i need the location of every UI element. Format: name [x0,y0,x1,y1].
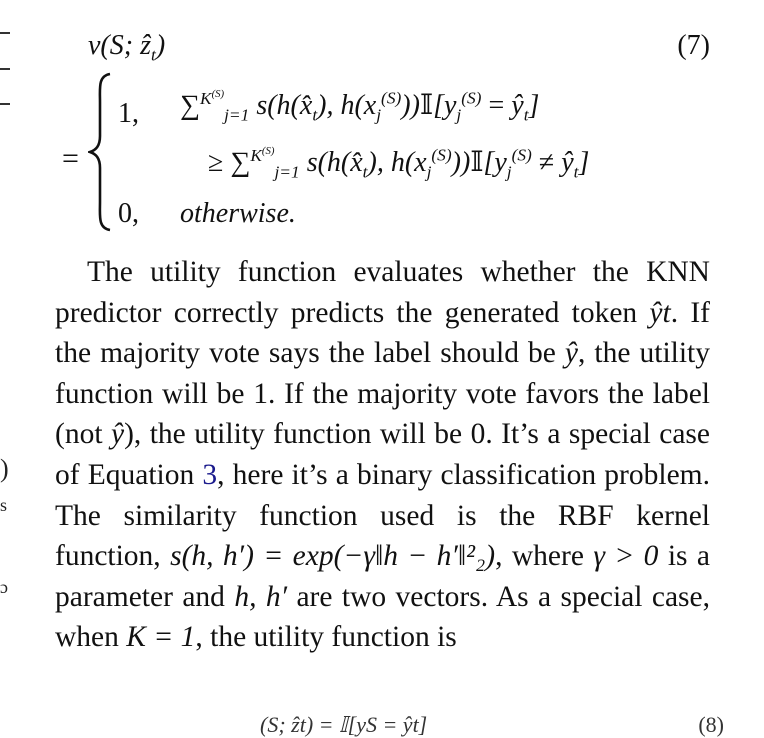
inline-math: ŷ [564,337,578,370]
inline-math: γ > 0 [593,540,659,573]
case2-condition: otherwise. [180,198,296,229]
case1-condition-line1: ∑$^{K^{(S)}}_{j=1}$ $s(h(x̂_t)$, $h(x_j^{(S)}))𝕀[y_j^{(S)}$ = $ŷ_t$] [180,87,540,125]
paragraph-text: The utility function evaluates whether the KNN predictor correctly predicts the generated token [55,256,710,329]
case1-value: 1, [118,98,139,129]
body-paragraph [55,252,710,658]
margin-artifact: s [0,495,8,515]
paragraph-text: ), the utility function will be 0. It’s a special case of Equation [55,418,710,491]
paragraph-text: , the utility function will be 1. If the majority vote favors the label (not [55,337,710,451]
inline-math: ŷt [649,296,671,329]
inline-math: K = 1 [126,621,196,654]
margin-artifact [0,32,10,34]
equation-reference-link[interactable]: 3 [202,458,218,491]
inline-math: ŷ [110,418,125,451]
equation-lhs: v(S; ẑ$_t$) [88,30,166,65]
paragraph-text: , here it’s a binary classification problem. The similarity function used is the RBF kernel function, [55,458,710,573]
inline-math: h, h′ [234,580,288,613]
paragraph-text: , the utility function is [195,621,457,654]
inline-math: s(h, h′) = exp(−γ‖h − h′‖²₂) [170,540,496,573]
cases-brace [88,72,114,232]
cutoff-equation: (S; ẑt) = 𝕀[yS = ŷt] [260,712,428,737]
cutoff-equation-number: (8) [698,712,724,737]
paragraph-text: are two vectors. As a special case, when [55,580,710,654]
equation-number: (7) [677,30,710,61]
margin-artifact: ɔ [0,577,8,597]
paragraph-text: is a parameter and [55,540,710,613]
paragraph-text: , where [495,540,594,573]
case2-value: 0, [118,198,139,229]
margin-artifact: ) [0,454,9,483]
margin-artifact [0,103,10,105]
equation-equals: = [62,142,79,175]
case1-condition-line2: ≥ ∑$^{K^{(S)}}_{j=1}$ $s(h(x̂_t)$, $h(x_j^{(S)}))𝕀[y_j^{(S)}$ ≠ $ŷ_t$] [208,144,590,182]
margin-artifact [0,68,10,70]
paragraph-text: . If the majority vote says the label should be [55,296,710,370]
